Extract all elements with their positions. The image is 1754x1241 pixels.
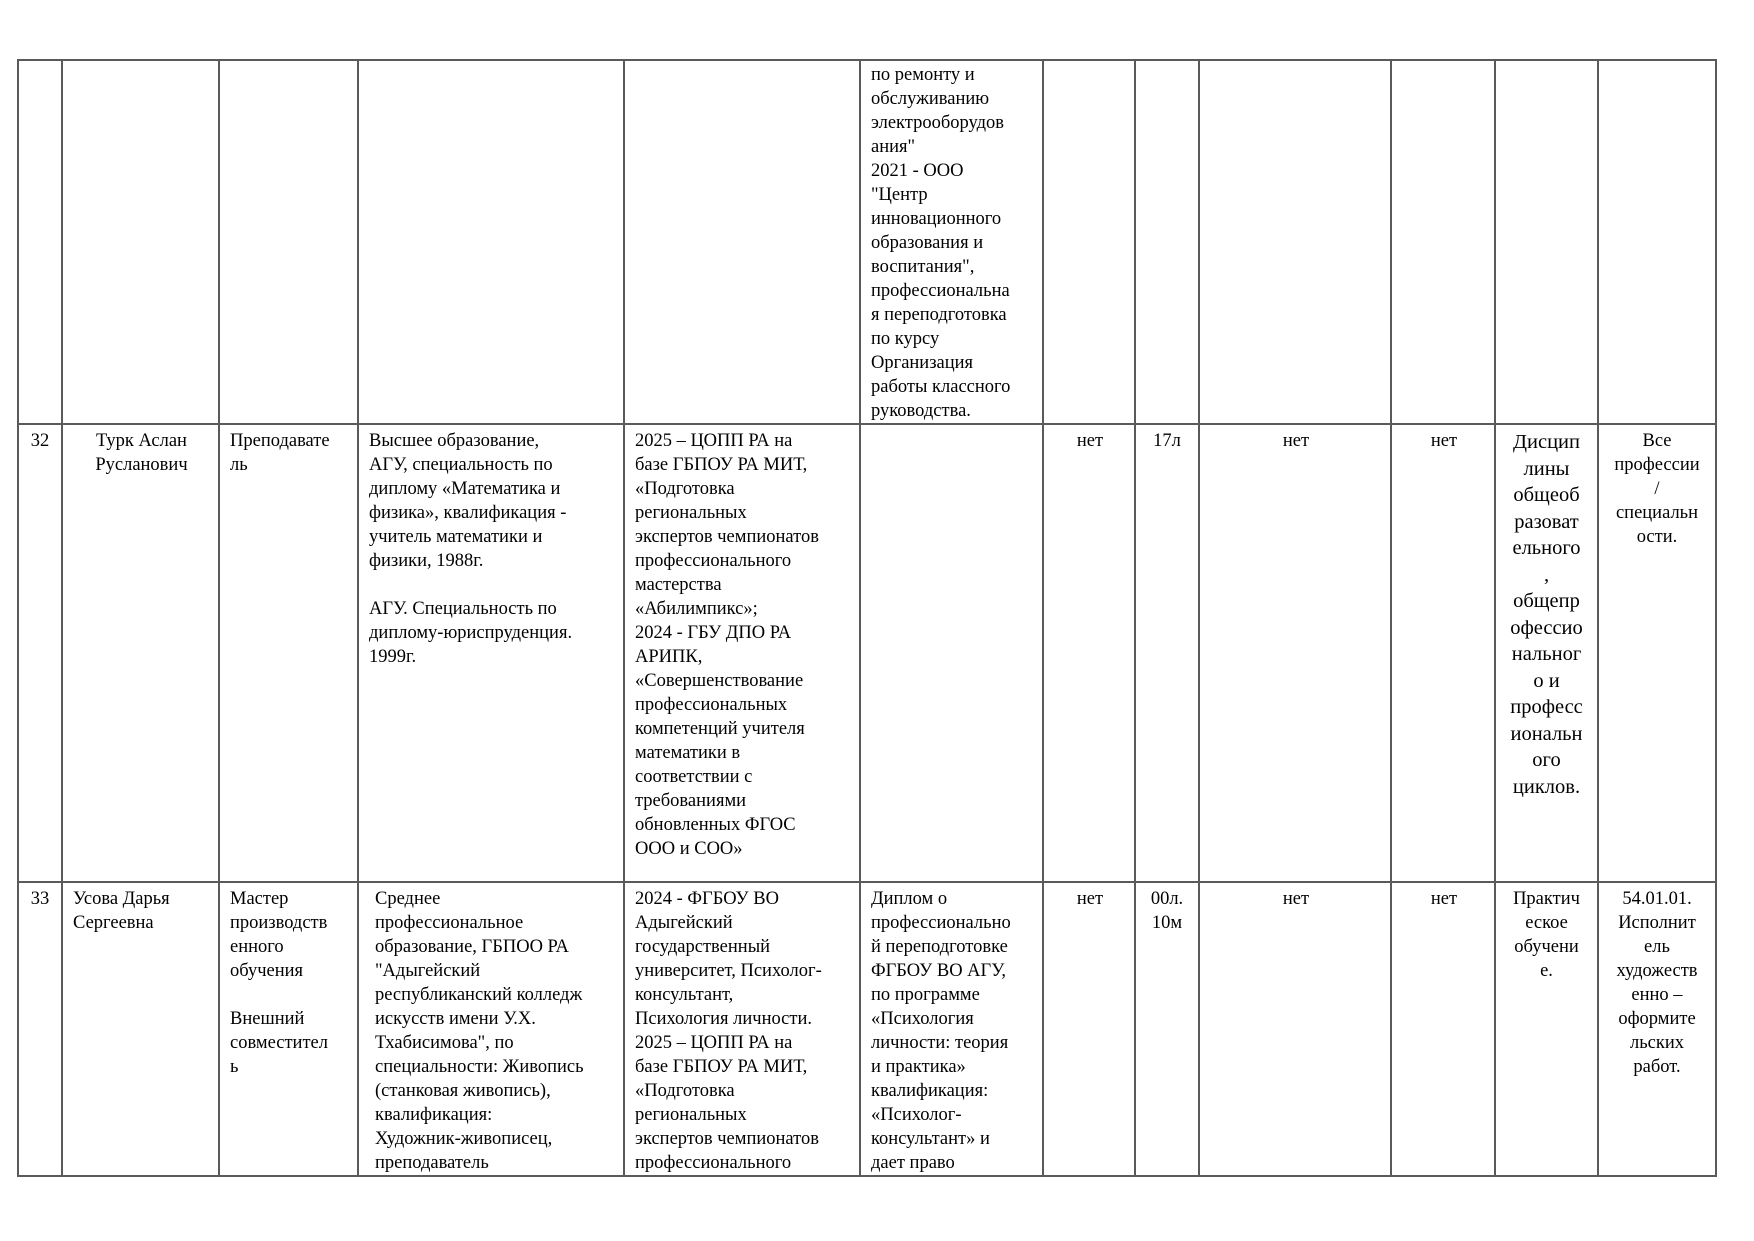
cell-academic-title: нет	[1199, 424, 1391, 882]
cell-education: Высшее образование, АГУ, специальность по диплому «Математика и физика», квалификация - учитель математики и физики, 1988г. АГУ. Специальность по диплому-юриспруденция. 1999г.	[358, 424, 624, 882]
cell-programs	[1598, 60, 1716, 424]
cell-qualification-upgrade: 2025 – ЦОПП РА на базе ГБПОУ РА МИТ, «Подготовка региональных экспертов чемпионатов профессионального мастерства «Абилимпикс»; 2024 - ГБУ ДПО РА АРИПК, «Совершенствование профессиональных компетенций учителя математики в соответствии с требованиями обновленных ФГОС ООО и СОО»	[624, 424, 860, 882]
cell-position	[219, 60, 358, 424]
cell-degree: нет	[1043, 424, 1135, 882]
cell-retraining: по ремонту и обслуживанию электрооборудов ания" 2021 - ООО "Центр инновационного образования и воспитания", профессиональна я переподготовка по курсу Организация работы классного руководства.	[860, 60, 1043, 424]
cell-retraining: Диплом о профессионально й переподготовке ФГБОУ ВО АГУ, по программе «Психология личности: теория и практика» квалификация: «Психолог- консультант» и дает право	[860, 882, 1043, 1176]
cell-programs: 54.01.01. Исполнит ель художеств енно – оформите льских работ.	[1598, 882, 1716, 1176]
cell-education: Среднее профессиональное образование, ГБПОО РА "Адыгейский республиканский колледж искусств имени У.Х. Тхабисимова", по специальности: Живопись (станковая живопись), квалификация: Художник-живописец, преподаватель	[358, 882, 624, 1176]
staff-table	[17, 59, 1717, 1177]
table-row	[18, 882, 1716, 1176]
table-row	[18, 424, 1716, 882]
cell-rank: нет	[1391, 882, 1495, 1176]
cell-degree: нет	[1043, 882, 1135, 1176]
cell-degree	[1043, 60, 1135, 424]
cell-qualification-upgrade: 2024 - ФГБОУ ВО Адыгейский государственный университет, Психолог- консультант, Психология личности. 2025 – ЦОПП РА на базе ГБПОУ РА МИТ, «Подготовка региональных экспертов чемпионатов профессионального	[624, 882, 860, 1176]
cell-disciplines: Дисцип лины общеоб разоват ельного , общепр офессио нальног о и професс иональн ого циклов.	[1495, 424, 1598, 882]
cell-position: Мастер производств енного обучения Внешний совместител ь	[219, 882, 358, 1176]
cell-retraining	[860, 424, 1043, 882]
table-row-continuation	[18, 60, 1716, 424]
cell-num: 33	[18, 882, 62, 1176]
cell-name: Усова Дарья Сергеевна	[62, 882, 219, 1176]
cell-name: Турк Аслан Русланович	[62, 424, 219, 882]
cell-qualification-upgrade	[624, 60, 860, 424]
cell-disciplines: Практич еское обучени е.	[1495, 882, 1598, 1176]
cell-position: Преподавате ль	[219, 424, 358, 882]
cell-experience: 00л. 10м	[1135, 882, 1199, 1176]
cell-academic-title: нет	[1199, 882, 1391, 1176]
cell-num: 32	[18, 424, 62, 882]
cell-experience	[1135, 60, 1199, 424]
cell-rank: нет	[1391, 424, 1495, 882]
cell-rank	[1391, 60, 1495, 424]
cell-education	[358, 60, 624, 424]
cell-academic-title	[1199, 60, 1391, 424]
cell-disciplines	[1495, 60, 1598, 424]
cell-name	[62, 60, 219, 424]
cell-programs: Все профессии / специальн ости.	[1598, 424, 1716, 882]
cell-num	[18, 60, 62, 424]
cell-experience: 17л	[1135, 424, 1199, 882]
